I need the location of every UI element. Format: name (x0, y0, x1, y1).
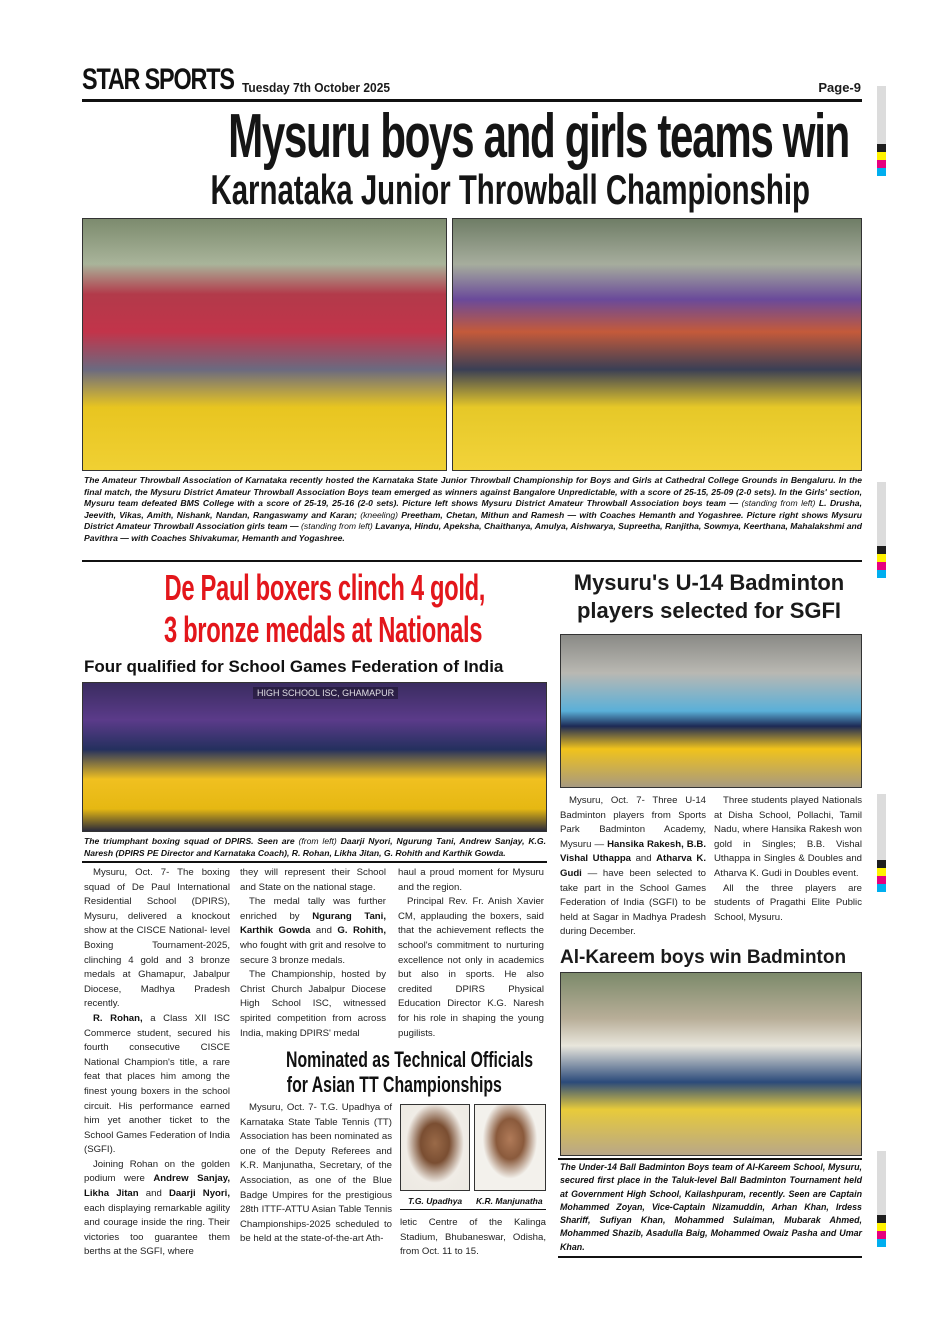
caption-text: The Amateur Throwball Association of Karnataka recently hosted the Karnataka State Junior Throwball Championship for Boys and Girls at Cathedral College Grounds in Bengaluru. In the final match, the Mysuru District Amateur Throwball Association Boys team emerged as winners against Bangalore Unpredictable, with a score of 25-15, 25-09 (2-0 sets). In the Girls' section, Mysuru team defeated BMS College with a score of 25-19, 25-16 (2-0 sets). Picture left shows Mysuru District Amateur Throwball Association boys team — (84, 475, 862, 508)
boxing-squad-photo (82, 682, 547, 832)
yellow-swatch (877, 554, 886, 562)
lead-subheadline (82, 166, 862, 214)
bold-name: Atharva K. Gudi (560, 853, 706, 879)
paragraph (560, 794, 706, 940)
portrait-divider (400, 1209, 546, 1210)
paragraph (84, 1012, 230, 1158)
black-swatch (877, 860, 886, 868)
yellow-swatch (877, 1223, 886, 1231)
boxing-column-1 (84, 866, 230, 1260)
caption-aside: (standing from left) (301, 521, 373, 531)
cyan-swatch (877, 570, 886, 578)
section-logo: STAR SPORTS (82, 63, 234, 96)
gray-swatch (877, 86, 886, 144)
black-swatch (877, 144, 886, 152)
lead-subheadline-text: Karnataka Junior Throwball Championship (210, 166, 810, 213)
cyan-swatch (877, 168, 886, 176)
cyan-swatch (877, 884, 886, 892)
throwball-boys-team-photo (82, 218, 447, 471)
cmyk-color-bar (877, 482, 886, 578)
caption-text: Daarji Nyori, Ngurung Tani, Andrew Sanjay, K.G. Naresh (DPIRS PE Director and Karnataka Coach), R. Rohan, Likha Jitan, G. Rohith and Karthik Gowda. (84, 836, 547, 858)
black-swatch (877, 1215, 886, 1223)
bold-name: Daarji Nyori, (168, 1188, 230, 1200)
magenta-swatch (877, 1231, 886, 1239)
text: who fought with grit and resolve to secure 3 bronze medals. (240, 939, 386, 966)
tt-headline-line2 (238, 1073, 550, 1097)
lead-photo-caption (84, 475, 862, 544)
banner-text: HIGH SCHOOL ISC, GHAMAPUR (253, 687, 398, 699)
boxing-column-3 (398, 866, 544, 1041)
paragraph: haul a proud moment for Mysuru and the region. (398, 867, 544, 893)
boxing-headline-line1 (82, 567, 547, 608)
cyan-swatch (877, 1239, 886, 1247)
badminton-players-photo (560, 634, 862, 788)
portrait-kr-manjunatha (474, 1104, 546, 1191)
tt-headline-line1 (238, 1048, 550, 1072)
tt-column-1 (240, 1101, 392, 1247)
page-number: Page-9 (818, 80, 861, 95)
tt-column-2 (400, 1216, 546, 1260)
alkareem-headline: Al-Kareem boys win Badminton (560, 947, 847, 968)
bold-name: Hansika Rakesh, B.B. Vishal Uthappa (560, 838, 706, 865)
gray-swatch (877, 1151, 886, 1215)
bold-name: Ngurang Tani, Karthik Gowda (240, 910, 386, 937)
caption-aside: (from left) (298, 836, 337, 846)
text: Joining Rohan on the golden podium were (84, 1158, 230, 1185)
paragraph: Mysuru, Oct. 7- T.G. Upadhya of Karnataka State Table Tennis (TT) Association has been nominated as one of the Deputy Referees and K.R. Manjunatha, Secretary, of the Association, as one of the Blue Badge Umpires for the prestigious 28th ITTF-ATTU Asian Table Tennis Championships-2025 scheduled to be held at the state-of-the-art Ath- (240, 1102, 392, 1245)
text: and (310, 925, 338, 937)
lead-headline-text: Mysuru boys and girls teams win (228, 102, 849, 171)
caption-aside: (standing from left) (741, 498, 816, 508)
throwball-girls-team-photo (452, 218, 862, 471)
alkareem-team-photo (560, 972, 862, 1156)
boxing-column-2 (240, 866, 386, 1041)
boxing-photo-caption (84, 836, 546, 859)
magenta-swatch (877, 160, 886, 168)
headline-text: for Asian TT Championships (286, 1072, 502, 1097)
text: a Class XII ISC Commerce student, secured his fourth consecutive CISCE National Champion's title, a rare feat that places him among the finest young boxers in the school circuit. His performance earned him yet another ticket to the School Games Federation of India (SGFI). (84, 1012, 230, 1156)
headline-text: De Paul boxers clinch 4 gold, (164, 567, 486, 608)
section-divider (82, 560, 862, 562)
paragraph: Mysuru, Oct. 7- The boxing squad of De Paul International Residential School (DPIRS), Mysuru, delivered a knockout show at the CISCE National- level Boxing Tournament-2025, clinching 4 gold and 3 bronze medals at Ghamapur, Jabalpur Diocese, Madhya Pradesh recently. (84, 867, 230, 1010)
cmyk-color-bar (877, 1151, 886, 1247)
caption-text: L. Drusha, Jeevith, Vikas, Amith, Nishank, Nandan, Rangaswamy and Karan; (84, 498, 862, 520)
caption-divider (82, 861, 547, 863)
magenta-swatch (877, 562, 886, 570)
paragraph: they will represent their School and State on the national stage. (240, 867, 386, 893)
caption-text: Lavanya, Hindu, Apeksha, Chaithanya, Amulya, Aishwarya, Supreetha, Ranjitha, Sowmya, Keerthana, Mahalakshmi and Pavithra — with Coaches Shivakumar, Hemanth and Yogashree. (84, 521, 862, 543)
text: each displaying remarkable agility and courage inside the ring. Their victories too guarantee them berths at the SGFI, where (84, 1202, 230, 1258)
lead-headline (82, 103, 862, 171)
paragraph (240, 895, 386, 968)
text: and (138, 1188, 169, 1200)
paragraph: Principal Rev. Fr. Anish Xavier CM, applauding the boxers, said that the achievement reflects the school's commitment to nurturing excellence not only in academics but also in sports. He also credited DPIRS Physical Education Director K.G. Naresh for his role in shaping the young pugilists. (398, 896, 544, 1039)
caption-text: Preetham, Chetan, Mithun and Ramesh — with Coaches Hemanth and Yogashree. Picture right shows Mysuru District Amateur Throwball Association girls team — (84, 509, 862, 531)
badminton-column-1 (560, 794, 706, 940)
paragraph: letic Centre of the Kalinga Stadium, Bhubaneswar, Odisha, from Oct. 11 to 15. (400, 1217, 546, 1258)
paragraph: All the three players are students of Pragathi Elite Public School, Mysuru. (714, 882, 862, 923)
bold-name: Andrew Sanjay, Likha Jitan (84, 1173, 230, 1200)
black-swatch (877, 546, 886, 554)
boxing-headline-line2 (82, 609, 547, 650)
caption-text: The triumphant boxing squad of DPIRS. Seen are (84, 836, 299, 846)
bold-name: R. Rohan, (93, 1012, 143, 1024)
magenta-swatch (877, 876, 886, 884)
yellow-swatch (877, 152, 886, 160)
caption-divider (558, 1256, 862, 1258)
portrait-caption-1: T.G. Upadhya (408, 1196, 463, 1206)
paragraph (84, 1158, 230, 1260)
badminton-headline-line2: players selected for SGFI (576, 598, 842, 623)
yellow-swatch (877, 868, 886, 876)
headline-text: 3 bronze medals at Nationals (163, 609, 483, 650)
text: — have been selected to take part in the School Games Federation of India (SGFI) to be held at Sagar in Madhya Pradesh during December. (560, 867, 706, 938)
paragraph: Three students played Nationals at Disha School, Pollachi, Tamil Nadu, where Hansika Rakesh won gold in Singles; B.B. Vishal Uthappa in Singles & Doubles and Atharva K. Gudi in Doubles event. (714, 795, 862, 879)
badminton-column-2 (714, 794, 862, 925)
badminton-headline-line1: Mysuru's U-14 Badminton (573, 570, 845, 595)
headline-text: Nominated as Technical Officials (286, 1047, 534, 1072)
text: The medal tally was further enriched by (240, 896, 386, 922)
photo-divider (558, 1158, 862, 1160)
bold-name: G. Rohith, (337, 925, 386, 937)
cmyk-color-bar (877, 794, 886, 892)
alkareem-photo-caption: The Under-14 Ball Badminton Boys team of Al-Kareem School, Mysuru, secured first place in the Taluk-level Ball Badminton Tournament held at Government High School, Kailashpuram, recently. Seen are Captain Mohammed Zoyan, Vice-Captain Nizamuddin, Arhan Khan, Irdess Shariff, Sufiyan Khan, Mohammed Sulaiman, Mubarak Ahmed, Mohammed Shazib, Asadulla Baig, Mohammed Owaiz Pasha and Umar Khan. (560, 1162, 862, 1252)
paragraph: The Championship, hosted by Christ Church Jabalpur Diocese High School ISC, witnessed spirited competition from across India, making DPIRS' medal (240, 969, 386, 1039)
gray-swatch (877, 482, 886, 546)
caption-aside: (kneeling) (360, 509, 398, 520)
text: Mysuru, Oct. 7- Three U-14 Badminton players from Sports Park Badminton Academy, Mysuru — (560, 795, 706, 850)
issue-date: Tuesday 7th October 2025 (242, 80, 391, 95)
cmyk-color-bar (877, 86, 886, 176)
text: and (631, 853, 657, 865)
portrait-caption-2: K.R. Manjunatha (476, 1196, 543, 1206)
boxing-subheadline: Four qualified for School Games Federation of India (84, 657, 504, 676)
gray-swatch (877, 794, 886, 860)
portrait-tg-upadhya (400, 1104, 470, 1191)
